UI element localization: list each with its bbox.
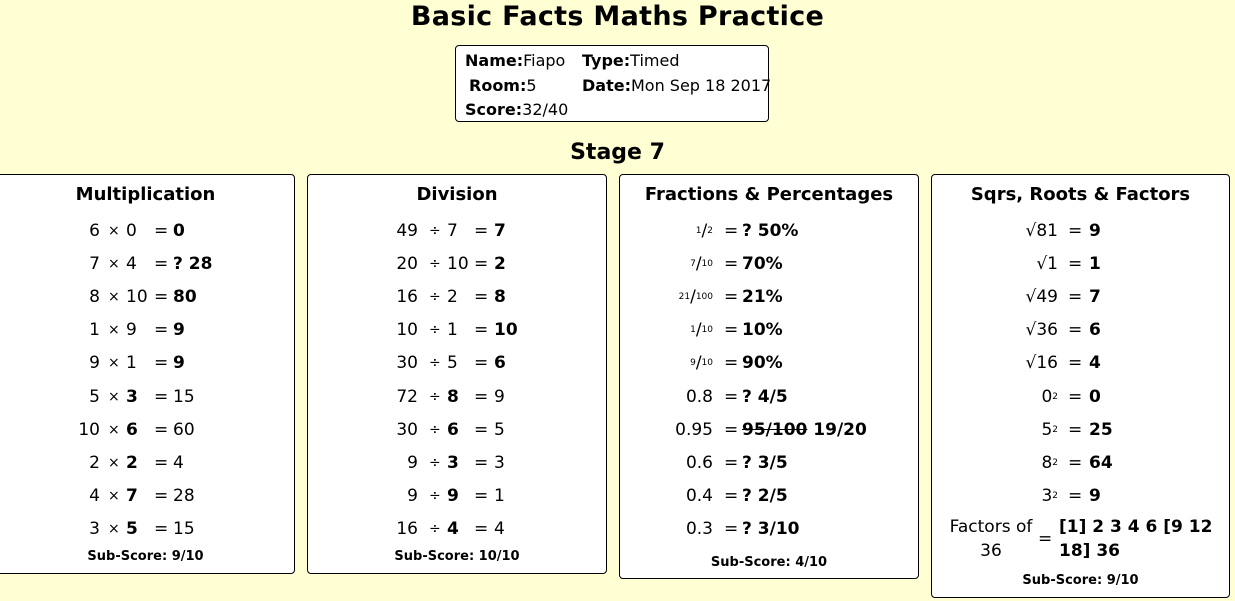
division-row bbox=[308, 250, 606, 278]
answer: 4 bbox=[1089, 353, 1101, 374]
divide-sign: ÷ bbox=[429, 487, 441, 504]
answer: 10% bbox=[742, 320, 783, 341]
equals-sign: = bbox=[474, 518, 489, 539]
division-row bbox=[308, 217, 606, 245]
date-label: Date: bbox=[582, 76, 631, 95]
equals-sign: = bbox=[724, 452, 739, 473]
question: √36 bbox=[1025, 320, 1058, 341]
equals-sign: = bbox=[724, 485, 739, 506]
operand-a: 4 bbox=[89, 485, 100, 506]
answer: 9 bbox=[1089, 221, 1101, 241]
operand-a: 7 bbox=[89, 254, 100, 275]
answer: 10 bbox=[494, 320, 518, 341]
equals-sign: = bbox=[724, 419, 739, 440]
operand-b: 6 bbox=[126, 419, 138, 440]
times-sign: × bbox=[108, 322, 120, 339]
denominator: 10 bbox=[701, 358, 713, 369]
fraction-slash: / bbox=[695, 254, 702, 275]
divide-sign: ÷ bbox=[429, 520, 441, 537]
answer: ? 50% bbox=[742, 221, 799, 241]
dividend: 16 bbox=[396, 518, 418, 539]
times-sign: × bbox=[108, 421, 120, 438]
answer: 9 bbox=[1089, 485, 1101, 506]
fraction-row bbox=[620, 482, 918, 510]
exponent: 2 bbox=[1052, 457, 1058, 468]
dividend: 20 bbox=[396, 254, 418, 275]
operand-a: 10 bbox=[78, 419, 100, 440]
operand-b: 4 bbox=[126, 254, 137, 275]
factors-question bbox=[946, 515, 1036, 563]
answer: 80 bbox=[173, 287, 197, 308]
operand-a: 9 bbox=[89, 353, 100, 374]
fraction-row bbox=[620, 515, 918, 543]
multiplication-sub-score: Sub-Score: 9/10 bbox=[87, 549, 204, 564]
equals-sign: = bbox=[474, 221, 489, 241]
type-value: Timed bbox=[630, 51, 680, 70]
fraction-slash: / bbox=[695, 320, 702, 341]
operand-a: 5 bbox=[89, 386, 100, 407]
factors-equals: = bbox=[1038, 529, 1053, 549]
factors-answer-line1: [1] 2 3 4 6 [9 12 bbox=[1059, 517, 1213, 537]
equals-sign: = bbox=[154, 320, 169, 341]
question: √16 bbox=[1025, 353, 1058, 374]
equals-sign: = bbox=[1068, 353, 1083, 374]
answer: 9 bbox=[173, 320, 185, 341]
multiplication-row bbox=[0, 283, 294, 311]
question bbox=[1041, 482, 1058, 510]
question: √81 bbox=[1025, 221, 1058, 241]
divide-sign: ÷ bbox=[429, 388, 441, 405]
divide-sign: ÷ bbox=[429, 421, 441, 438]
division-row bbox=[308, 349, 606, 377]
fraction-slash: / bbox=[690, 287, 696, 308]
date-value: Mon Sep 18 2017 bbox=[630, 76, 772, 95]
division-row bbox=[308, 416, 606, 444]
dividend: 49 bbox=[396, 221, 418, 241]
numerator: 9 bbox=[690, 358, 696, 369]
fraction-row bbox=[620, 283, 918, 311]
square-row bbox=[932, 283, 1229, 311]
fraction-slash: / bbox=[701, 221, 708, 241]
divisor: 10 bbox=[447, 254, 469, 275]
operand-a: 8 bbox=[89, 287, 100, 308]
operand-b: 0 bbox=[126, 221, 137, 241]
student-info-box bbox=[455, 45, 772, 122]
answer: 6 bbox=[494, 353, 506, 374]
squares-sub-score: Sub-Score: 9/10 bbox=[1022, 573, 1139, 588]
answer: 3 bbox=[494, 452, 505, 473]
divisor: 1 bbox=[447, 320, 458, 341]
divide-sign: ÷ bbox=[429, 223, 441, 239]
score-value: 32/40 bbox=[522, 100, 569, 119]
question bbox=[679, 283, 713, 311]
answer: 9 bbox=[173, 353, 185, 374]
divisor: 5 bbox=[447, 353, 458, 374]
question: 0.4 bbox=[685, 485, 713, 506]
operand-b: 7 bbox=[126, 485, 138, 506]
page-title: Basic Facts Maths Practice bbox=[410, 1, 825, 32]
multiplication-panel bbox=[0, 174, 295, 574]
question: √1 bbox=[1036, 254, 1058, 275]
stage-title: Stage 7 bbox=[570, 140, 665, 165]
answer: 6 bbox=[1089, 320, 1101, 341]
multiplication-row bbox=[0, 250, 294, 278]
equals-sign: = bbox=[154, 452, 169, 473]
equals-sign: = bbox=[724, 518, 739, 539]
score-label: Score: bbox=[465, 100, 523, 119]
fraction-row bbox=[620, 349, 918, 377]
answer: 64 bbox=[1089, 452, 1113, 473]
fraction-row bbox=[620, 250, 918, 278]
fractions-title: Fractions & Percentages bbox=[644, 184, 894, 205]
dividend: 72 bbox=[396, 386, 418, 407]
denominator: 10 bbox=[701, 259, 713, 270]
times-sign: × bbox=[108, 223, 120, 239]
divide-sign: ÷ bbox=[429, 322, 441, 339]
division-row bbox=[308, 515, 606, 543]
operand-a: 2 bbox=[89, 452, 100, 473]
operand-b: 1 bbox=[126, 353, 137, 374]
division-row bbox=[308, 449, 606, 477]
name-row bbox=[465, 51, 565, 71]
score-row bbox=[465, 100, 568, 120]
question bbox=[690, 316, 713, 344]
divisor: 4 bbox=[447, 518, 459, 539]
answer: ? 3/10 bbox=[742, 518, 800, 539]
exponent: 2 bbox=[1052, 391, 1058, 402]
name-label: Name: bbox=[465, 51, 524, 70]
multiplication-row bbox=[0, 449, 294, 477]
question bbox=[690, 349, 713, 377]
type-row bbox=[582, 51, 679, 71]
answer: 8 bbox=[494, 287, 506, 308]
factors-question-line2: 36 bbox=[980, 541, 1002, 561]
equals-sign: = bbox=[1068, 452, 1083, 473]
divisor: 8 bbox=[447, 386, 459, 407]
multiplication-row bbox=[0, 416, 294, 444]
answer: 21% bbox=[742, 287, 783, 308]
answer: 7 bbox=[1089, 287, 1101, 308]
times-sign: × bbox=[108, 256, 120, 273]
question bbox=[1041, 416, 1058, 444]
numerator: 7 bbox=[690, 259, 696, 270]
base: 3 bbox=[1041, 485, 1053, 506]
equals-sign: = bbox=[724, 287, 739, 308]
question: 0.95 bbox=[675, 419, 713, 440]
square-row bbox=[932, 449, 1229, 477]
question: 0.8 bbox=[685, 386, 713, 407]
times-sign: × bbox=[108, 355, 120, 372]
divide-sign: ÷ bbox=[429, 454, 441, 471]
answer: 15 bbox=[173, 518, 195, 539]
answer: 1 bbox=[1089, 254, 1101, 275]
fraction-row bbox=[620, 416, 918, 444]
equals-sign: = bbox=[154, 221, 169, 241]
division-panel bbox=[307, 174, 607, 574]
multiplication-row bbox=[0, 515, 294, 543]
division-title: Division bbox=[416, 184, 498, 205]
square-row bbox=[932, 416, 1229, 444]
equals-sign: = bbox=[474, 419, 489, 440]
division-sub-score: Sub-Score: 10/10 bbox=[394, 549, 520, 564]
answer: 4 bbox=[494, 518, 505, 539]
equals-sign: = bbox=[1068, 254, 1083, 275]
answer: 28 bbox=[173, 485, 195, 506]
answer: 7 bbox=[494, 221, 506, 241]
square-row bbox=[932, 316, 1229, 344]
operand-b: 9 bbox=[126, 320, 137, 341]
answer: 90% bbox=[742, 353, 783, 374]
squares-title: Sqrs, Roots & Factors bbox=[970, 184, 1191, 205]
times-sign: × bbox=[108, 487, 120, 504]
type-label: Type: bbox=[582, 51, 631, 70]
times-sign: × bbox=[108, 388, 120, 405]
answer: 9 bbox=[494, 386, 505, 407]
times-sign: × bbox=[108, 520, 120, 537]
divisor: 2 bbox=[447, 287, 458, 308]
divisor: 3 bbox=[447, 452, 459, 473]
base: 5 bbox=[1041, 419, 1053, 440]
answer: ? 4/5 bbox=[742, 386, 788, 407]
multiplication-row bbox=[0, 349, 294, 377]
operand-b: 2 bbox=[126, 452, 138, 473]
square-row bbox=[932, 383, 1229, 411]
fraction-slash: / bbox=[695, 353, 702, 374]
operand-a: 6 bbox=[89, 221, 100, 241]
fractions-panel bbox=[619, 174, 919, 579]
date-row bbox=[582, 76, 771, 96]
division-row bbox=[308, 383, 606, 411]
exponent: 2 bbox=[1052, 424, 1058, 435]
squares-panel bbox=[931, 174, 1230, 598]
equals-sign: = bbox=[154, 485, 169, 506]
multiplication-row bbox=[0, 383, 294, 411]
fraction-row bbox=[620, 217, 918, 245]
fractions-sub-score: Sub-Score: 4/10 bbox=[710, 555, 828, 570]
dividend: 30 bbox=[396, 419, 418, 440]
equals-sign: = bbox=[474, 320, 489, 341]
equals-sign: = bbox=[474, 353, 489, 374]
answer: 15 bbox=[173, 386, 195, 407]
equals-sign: = bbox=[1068, 419, 1083, 440]
base: 0 bbox=[1041, 386, 1053, 407]
dividend: 10 bbox=[396, 320, 418, 341]
dividend: 16 bbox=[396, 287, 418, 308]
answer bbox=[742, 416, 867, 444]
equals-sign: = bbox=[1068, 485, 1083, 506]
equals-sign: = bbox=[1068, 221, 1083, 241]
question bbox=[696, 217, 713, 245]
question bbox=[690, 250, 713, 278]
multiplication-title: Multiplication bbox=[75, 184, 216, 205]
division-row bbox=[308, 316, 606, 344]
factors-question-line1: Factors of bbox=[949, 517, 1033, 537]
answer: 0 bbox=[1089, 386, 1101, 407]
equals-sign: = bbox=[1068, 287, 1083, 308]
operand-b: 5 bbox=[126, 518, 138, 539]
dividend: 30 bbox=[396, 353, 418, 374]
exponent: 2 bbox=[1052, 490, 1058, 501]
answer: 5 bbox=[494, 419, 505, 440]
denominator: 100 bbox=[695, 292, 713, 303]
square-row bbox=[932, 482, 1229, 510]
square-row bbox=[932, 250, 1229, 278]
times-sign: × bbox=[108, 289, 120, 306]
operand-b: 3 bbox=[126, 386, 138, 407]
equals-sign: = bbox=[724, 353, 739, 374]
equals-sign: = bbox=[154, 353, 169, 374]
fraction-row bbox=[620, 383, 918, 411]
divide-sign: ÷ bbox=[429, 289, 441, 306]
equals-sign: = bbox=[154, 254, 169, 275]
equals-sign: = bbox=[154, 287, 169, 308]
answer: 60 bbox=[173, 419, 195, 440]
equals-sign: = bbox=[724, 221, 739, 241]
denominator: 2 bbox=[707, 226, 713, 236]
equals-sign: = bbox=[1068, 320, 1083, 341]
divide-sign: ÷ bbox=[429, 355, 441, 372]
division-row bbox=[308, 283, 606, 311]
equals-sign: = bbox=[474, 386, 489, 407]
dividend: 9 bbox=[407, 452, 418, 473]
corrected-answer: 19/20 bbox=[813, 419, 867, 440]
divisor: 6 bbox=[447, 419, 459, 440]
times-sign: × bbox=[108, 454, 120, 471]
equals-sign: = bbox=[474, 485, 489, 506]
room-label: Room: bbox=[469, 76, 527, 95]
multiplication-row bbox=[0, 316, 294, 344]
wrong-answer: 95/100 bbox=[742, 419, 808, 440]
answer: 2 bbox=[494, 254, 506, 275]
question bbox=[1041, 449, 1058, 477]
equals-sign: = bbox=[474, 452, 489, 473]
answer: ? 28 bbox=[173, 254, 213, 275]
equals-sign: = bbox=[724, 254, 739, 275]
question: √49 bbox=[1025, 287, 1058, 308]
base: 8 bbox=[1041, 452, 1053, 473]
divisor: 7 bbox=[447, 221, 458, 241]
answer: 4 bbox=[173, 452, 184, 473]
answer: 0 bbox=[173, 221, 185, 241]
fraction-row bbox=[620, 449, 918, 477]
square-row bbox=[932, 349, 1229, 377]
equals-sign: = bbox=[724, 386, 739, 407]
answer: 25 bbox=[1089, 419, 1113, 440]
numerator: 21 bbox=[678, 292, 691, 303]
operand-a: 3 bbox=[89, 518, 100, 539]
operand-b: 10 bbox=[126, 287, 148, 308]
equals-sign: = bbox=[474, 287, 489, 308]
question: 0.3 bbox=[685, 518, 713, 539]
question: 0.6 bbox=[685, 452, 713, 473]
answer: 70% bbox=[742, 254, 783, 275]
answer: ? 3/5 bbox=[742, 452, 788, 473]
answer: ? 2/5 bbox=[742, 485, 788, 506]
dividend: 9 bbox=[407, 485, 418, 506]
divide-sign: ÷ bbox=[429, 256, 441, 273]
fraction-row bbox=[620, 316, 918, 344]
factors-answer-line2: 18] 36 bbox=[1059, 541, 1121, 561]
multiplication-row bbox=[0, 482, 294, 510]
equals-sign: = bbox=[724, 320, 739, 341]
equals-sign: = bbox=[154, 419, 169, 440]
equals-sign: = bbox=[474, 254, 489, 275]
factors-answer bbox=[1059, 515, 1212, 563]
question bbox=[1041, 383, 1058, 411]
numerator: 1 bbox=[695, 226, 702, 236]
equals-sign: = bbox=[1068, 386, 1083, 407]
multiplication-row bbox=[0, 217, 294, 245]
division-row bbox=[308, 482, 606, 510]
square-row bbox=[932, 217, 1229, 245]
numerator: 1 bbox=[690, 325, 696, 336]
room-row bbox=[469, 76, 537, 96]
equals-sign: = bbox=[154, 518, 169, 539]
denominator: 10 bbox=[701, 325, 713, 336]
room-value: 5 bbox=[526, 76, 537, 95]
operand-a: 1 bbox=[89, 320, 100, 341]
answer: 1 bbox=[494, 485, 505, 506]
name-value: Fiapo bbox=[523, 51, 566, 70]
equals-sign: = bbox=[154, 386, 169, 407]
divisor: 9 bbox=[447, 485, 459, 506]
